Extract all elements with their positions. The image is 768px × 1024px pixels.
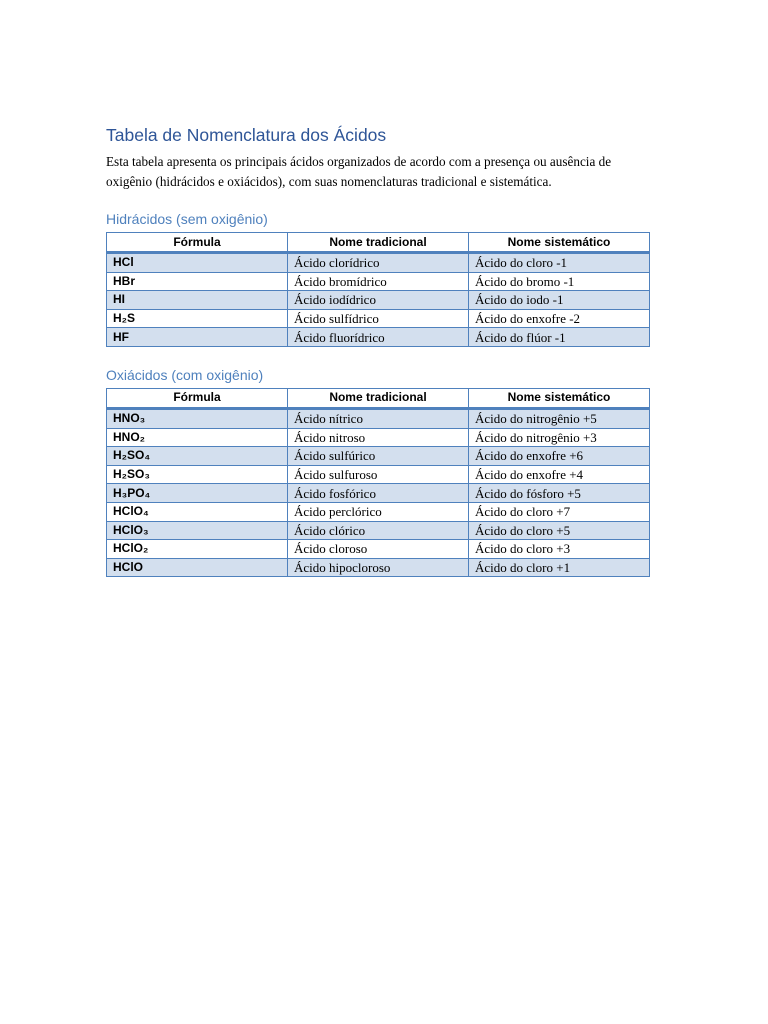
systematic-name-cell: Ácido do cloro +5 — [469, 521, 650, 540]
table-row — [107, 309, 650, 328]
column-header-formula: Fórmula — [107, 388, 288, 408]
column-header-traditional: Nome tradicional — [288, 388, 469, 408]
table-row — [107, 484, 650, 503]
table-row — [107, 272, 650, 291]
traditional-name-cell: Ácido nítrico — [288, 408, 469, 428]
section-title-oxiacidos: Oxiácidos (com oxigênio) — [106, 366, 264, 383]
traditional-name-cell: Ácido hipocloroso — [288, 558, 469, 577]
formula-cell: H₃PO₄ — [107, 484, 288, 503]
traditional-name-cell: Ácido sulfúrico — [288, 447, 469, 466]
table-row — [107, 428, 650, 447]
formula-cell: HI — [107, 291, 288, 310]
systematic-name-cell: Ácido do iodo -1 — [469, 291, 650, 310]
formula-cell: H₂SO₃ — [107, 465, 288, 484]
section-title-hidracidos: Hidrácidos (sem oxigênio) — [106, 211, 268, 227]
formula-cell: HClO — [107, 558, 288, 577]
intro-paragraph: Esta tabela apresenta os principais ácidos organizados de acordo com a presença ou ausência de oxigênio (hidrácidos e oxiácidos), com suas nomenclaturas tradicional e sistemática. — [106, 154, 612, 189]
oxiacidos-table — [106, 388, 650, 577]
systematic-name-cell: Ácido do fósforo +5 — [469, 484, 650, 503]
traditional-name-cell: Ácido cloroso — [288, 540, 469, 559]
systematic-name-cell: Ácido do cloro -1 — [469, 253, 650, 273]
hidracidos-table — [106, 232, 650, 347]
table-row — [107, 558, 650, 577]
formula-cell: HCl — [107, 253, 288, 273]
traditional-name-cell: Ácido fosfórico — [288, 484, 469, 503]
formula-cell: HF — [107, 328, 288, 347]
traditional-name-cell: Ácido clorídrico — [288, 253, 469, 273]
table-row — [107, 253, 650, 273]
traditional-name-cell: Ácido iodídrico — [288, 291, 469, 310]
systematic-name-cell: Ácido do nitrogênio +3 — [469, 428, 650, 447]
systematic-name-cell: Ácido do cloro +3 — [469, 540, 650, 559]
column-header-systematic: Nome sistemático — [469, 388, 650, 408]
table-row — [107, 328, 650, 347]
formula-cell: HClO₂ — [107, 540, 288, 559]
table-row — [107, 465, 650, 484]
formula-cell: HNO₃ — [107, 408, 288, 428]
column-header-systematic: Nome sistemático — [469, 233, 650, 253]
table-row — [107, 291, 650, 310]
systematic-name-cell: Ácido do enxofre +6 — [469, 447, 650, 466]
systematic-name-cell: Ácido do bromo -1 — [469, 272, 650, 291]
formula-cell: H₂S — [107, 309, 288, 328]
traditional-name-cell: Ácido sulfuroso — [288, 465, 469, 484]
formula-cell: H₂SO₄ — [107, 447, 288, 466]
document-page — [106, 124, 649, 577]
traditional-name-cell: Ácido clórico — [288, 521, 469, 540]
systematic-name-cell: Ácido do nitrogênio +5 — [469, 408, 650, 428]
formula-cell: HClO₄ — [107, 502, 288, 521]
traditional-name-cell: Ácido bromídrico — [288, 272, 469, 291]
table-row — [107, 447, 650, 466]
systematic-name-cell: Ácido do cloro +7 — [469, 502, 650, 521]
table-row — [107, 540, 650, 559]
formula-cell: HNO₂ — [107, 428, 288, 447]
traditional-name-cell: Ácido fluorídrico — [288, 328, 469, 347]
systematic-name-cell: Ácido do enxofre +4 — [469, 465, 650, 484]
table-row — [107, 521, 650, 540]
systematic-name-cell: Ácido do enxofre -2 — [469, 309, 650, 328]
column-header-formula: Fórmula — [107, 233, 288, 253]
systematic-name-cell: Ácido do flúor -1 — [469, 328, 650, 347]
formula-cell: HBr — [107, 272, 288, 291]
table-row — [107, 408, 650, 428]
systematic-name-cell: Ácido do cloro +1 — [469, 558, 650, 577]
traditional-name-cell: Ácido nitroso — [288, 428, 469, 447]
traditional-name-cell: Ácido sulfídrico — [288, 309, 469, 328]
table-header-row — [107, 233, 650, 253]
traditional-name-cell: Ácido perclórico — [288, 502, 469, 521]
table-header-row — [107, 388, 650, 408]
column-header-traditional: Nome tradicional — [288, 233, 469, 253]
document-title: Tabela de Nomenclatura dos Ácidos — [106, 125, 387, 145]
table-row — [107, 502, 650, 521]
formula-cell: HClO₃ — [107, 521, 288, 540]
